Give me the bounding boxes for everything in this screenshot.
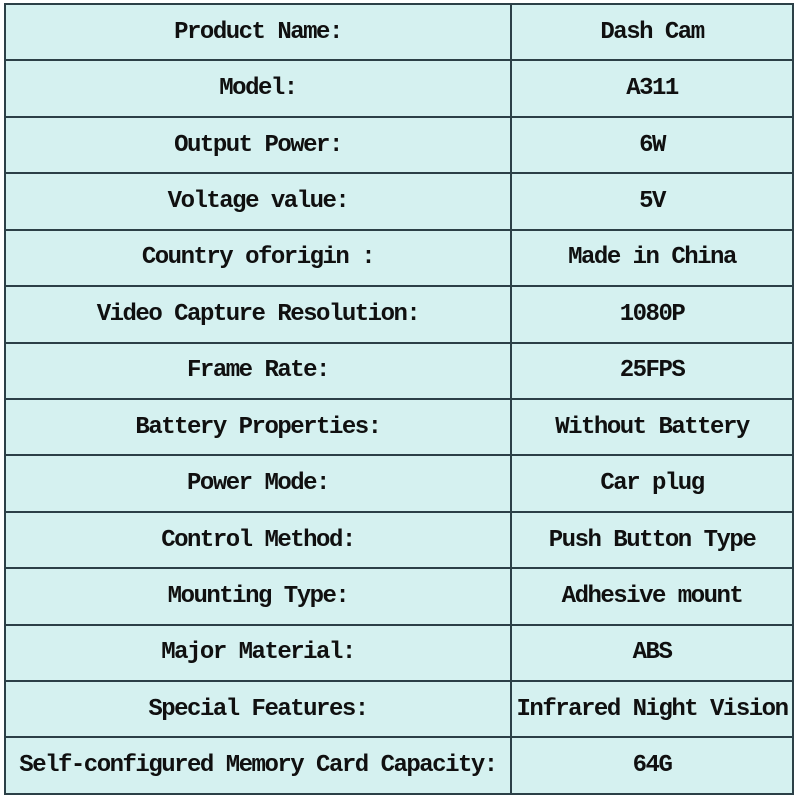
spec-value-control-method: Push Button Type	[511, 512, 793, 568]
table-row	[5, 286, 793, 342]
table-row	[5, 568, 793, 624]
table-row	[5, 455, 793, 511]
spec-label-output-power: Output Power:	[5, 117, 511, 173]
table-row	[5, 230, 793, 286]
spec-label-voltage-value: Voltage value:	[5, 173, 511, 229]
spec-label-special-features: Special Features:	[5, 681, 511, 737]
table-row	[5, 343, 793, 399]
spec-label-country-of-origin: Country oforigin :	[5, 230, 511, 286]
table-row	[5, 60, 793, 116]
table-row	[5, 117, 793, 173]
spec-label-memory-card-capacity: Self-configured Memory Card Capacity:	[5, 737, 511, 794]
spec-value-memory-card-capacity: 64G	[511, 737, 793, 794]
spec-value-voltage-value: 5V	[511, 173, 793, 229]
spec-value-output-power: 6W	[511, 117, 793, 173]
spec-label-power-mode: Power Mode:	[5, 455, 511, 511]
spec-label-mounting-type: Mounting Type:	[5, 568, 511, 624]
table-row	[5, 512, 793, 568]
spec-value-video-capture-resolution: 1080P	[511, 286, 793, 342]
spec-value-major-material: ABS	[511, 625, 793, 681]
spec-label-major-material: Major Material:	[5, 625, 511, 681]
spec-label-model: Model:	[5, 60, 511, 116]
table-row	[5, 399, 793, 455]
spec-value-battery-properties: Without Battery	[511, 399, 793, 455]
spec-label-video-capture-resolution: Video Capture Resolution:	[5, 286, 511, 342]
table-row	[5, 681, 793, 737]
spec-value-power-mode: Car plug	[511, 455, 793, 511]
spec-label-control-method: Control Method:	[5, 512, 511, 568]
table-row	[5, 4, 793, 60]
product-spec-table	[4, 3, 794, 795]
spec-value-special-features: Infrared Night Vision	[511, 681, 793, 737]
spec-value-frame-rate: 25FPS	[511, 343, 793, 399]
spec-value-country-of-origin: Made in China	[511, 230, 793, 286]
spec-value-model: A311	[511, 60, 793, 116]
table-row	[5, 737, 793, 794]
spec-value-product-name: Dash Cam	[511, 4, 793, 60]
spec-value-mounting-type: Adhesive mount	[511, 568, 793, 624]
table-row	[5, 173, 793, 229]
spec-label-frame-rate: Frame Rate:	[5, 343, 511, 399]
spec-label-product-name: Product Name:	[5, 4, 511, 60]
table-row	[5, 625, 793, 681]
spec-label-battery-properties: Battery Properties:	[5, 399, 511, 455]
